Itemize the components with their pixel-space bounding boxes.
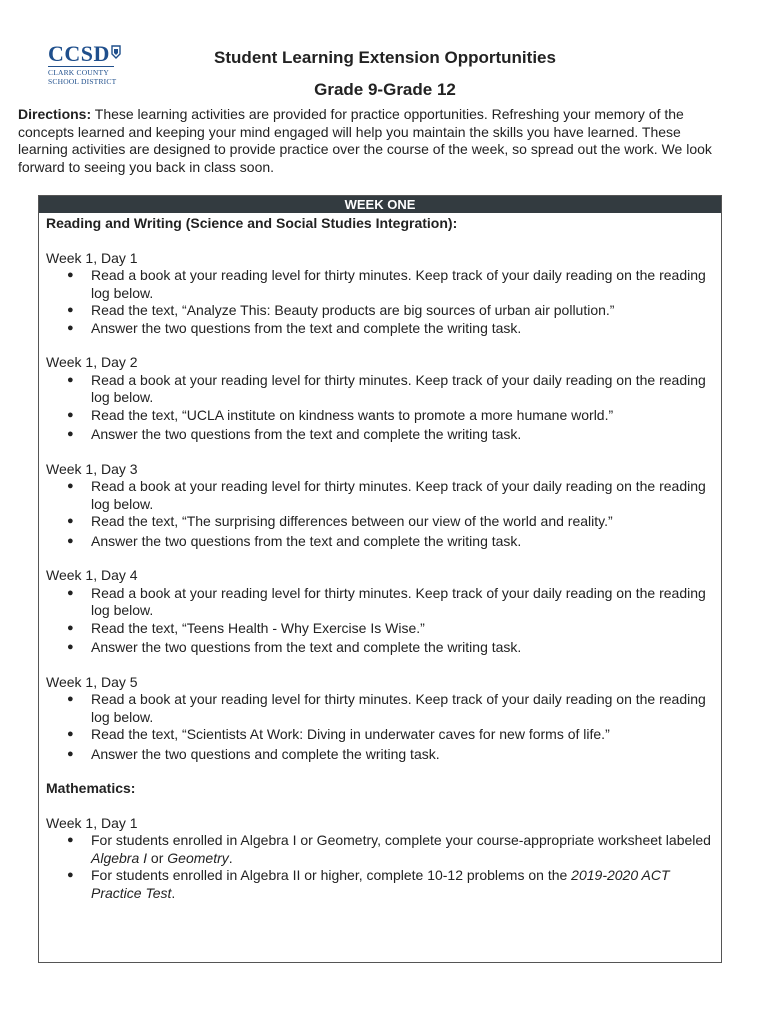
task-item: ● Read a book at your reading level for thirty minutes. Keep track of your daily reading on the reading log below. [91,372,721,407]
task-item: ● Answer the two questions from the text and complete the writing task. [91,320,721,338]
task-list [46,478,721,550]
task-item: ● Answer the two questions from the text and complete the writing task. [91,533,721,551]
logo-line1: CLARK COUNTY [48,68,109,77]
task-item: ● Read a book at your reading level for thirty minutes. Keep track of your daily reading on the reading log below. [91,691,721,726]
course-name: Geometry [167,849,229,866]
task-item: ● Read the text, “The surprising differences between our view of the world and reality.” [91,513,721,531]
task-item: ● Read the text, “Scientists At Work: Diving in underwater caves for new forms of life.” [91,726,721,744]
day-heading: Week 1, Day 4 [46,567,138,583]
task-item: ● Read a book at your reading level for thirty minutes. Keep track of your daily reading on the reading log below. [91,267,721,302]
directions-paragraph [18,106,723,176]
directions-text: These learning activities are provided for practice opportunities. Refreshing your memory of the concepts learned and keeping your mind engaged will help you maintain the skills you have learned. These learning activities are designed to provide practice over the course of the week, so spread out the work. We look forward to seeing you back in class soon. [18,106,712,175]
page-subtitle: Grade 9-Grade 12 [314,80,456,99]
week-header: WEEK ONE [39,196,721,213]
day-heading: Week 1, Day 1 [46,249,138,266]
logo-line2: SCHOOL DISTRICT [48,77,117,86]
day-heading: Week 1, Day 1 [46,814,138,831]
task-list [46,267,721,337]
task-list [46,691,721,763]
day-heading: Week 1, Day 3 [46,460,138,477]
task-list [46,585,721,657]
logo-text: CCSD [48,41,110,66]
math-section-heading: Mathematics: [46,780,136,796]
task-list [46,372,721,444]
task-item: ● For students enrolled in Algebra II or higher, complete 10-12 problems on the 2019-2020 ACT Practice Test. [91,867,721,902]
course-name: Algebra I [91,849,148,866]
directions-label: Directions: [18,106,92,122]
task-list [46,832,721,902]
task-item: ● Read a book at your reading level for thirty minutes. Keep track of your daily reading on the reading log below. [91,585,721,620]
task-item: ● Read the text, “Analyze This: Beauty products are big sources of urban air pollution.” [91,302,721,320]
task-item: ● Read the text, “UCLA institute on kindness wants to promote a more humane world.” [91,407,721,425]
task-item: ● Read a book at your reading level for thirty minutes. Keep track of your daily reading on the reading log below. [91,478,721,513]
week-content [39,213,721,902]
task-item: ● For students enrolled in Algebra I or Geometry, complete your course-appropriate worksheet labeled Algebra I or Geometry. [91,832,721,867]
task-item: ● Answer the two questions from the text and complete the writing task. [91,639,721,657]
task-item: ● Answer the two questions from the text and complete the writing task. [91,426,721,444]
day-heading: Week 1, Day 5 [46,673,138,690]
reading-section-heading: Reading and Writing (Science and Social Studies Integration): [46,215,458,231]
week-one-table [38,195,722,963]
test-name: 2019-2020 ACT Practice Test [91,867,670,901]
page-title: Student Learning Extension Opportunities [214,48,556,67]
day-heading: Week 1, Day 2 [46,354,138,370]
task-item: ● Answer the two questions and complete the writing task. [91,746,721,764]
task-item: ● Read the text, “Teens Health - Why Exercise Is Wise.” [91,620,721,638]
